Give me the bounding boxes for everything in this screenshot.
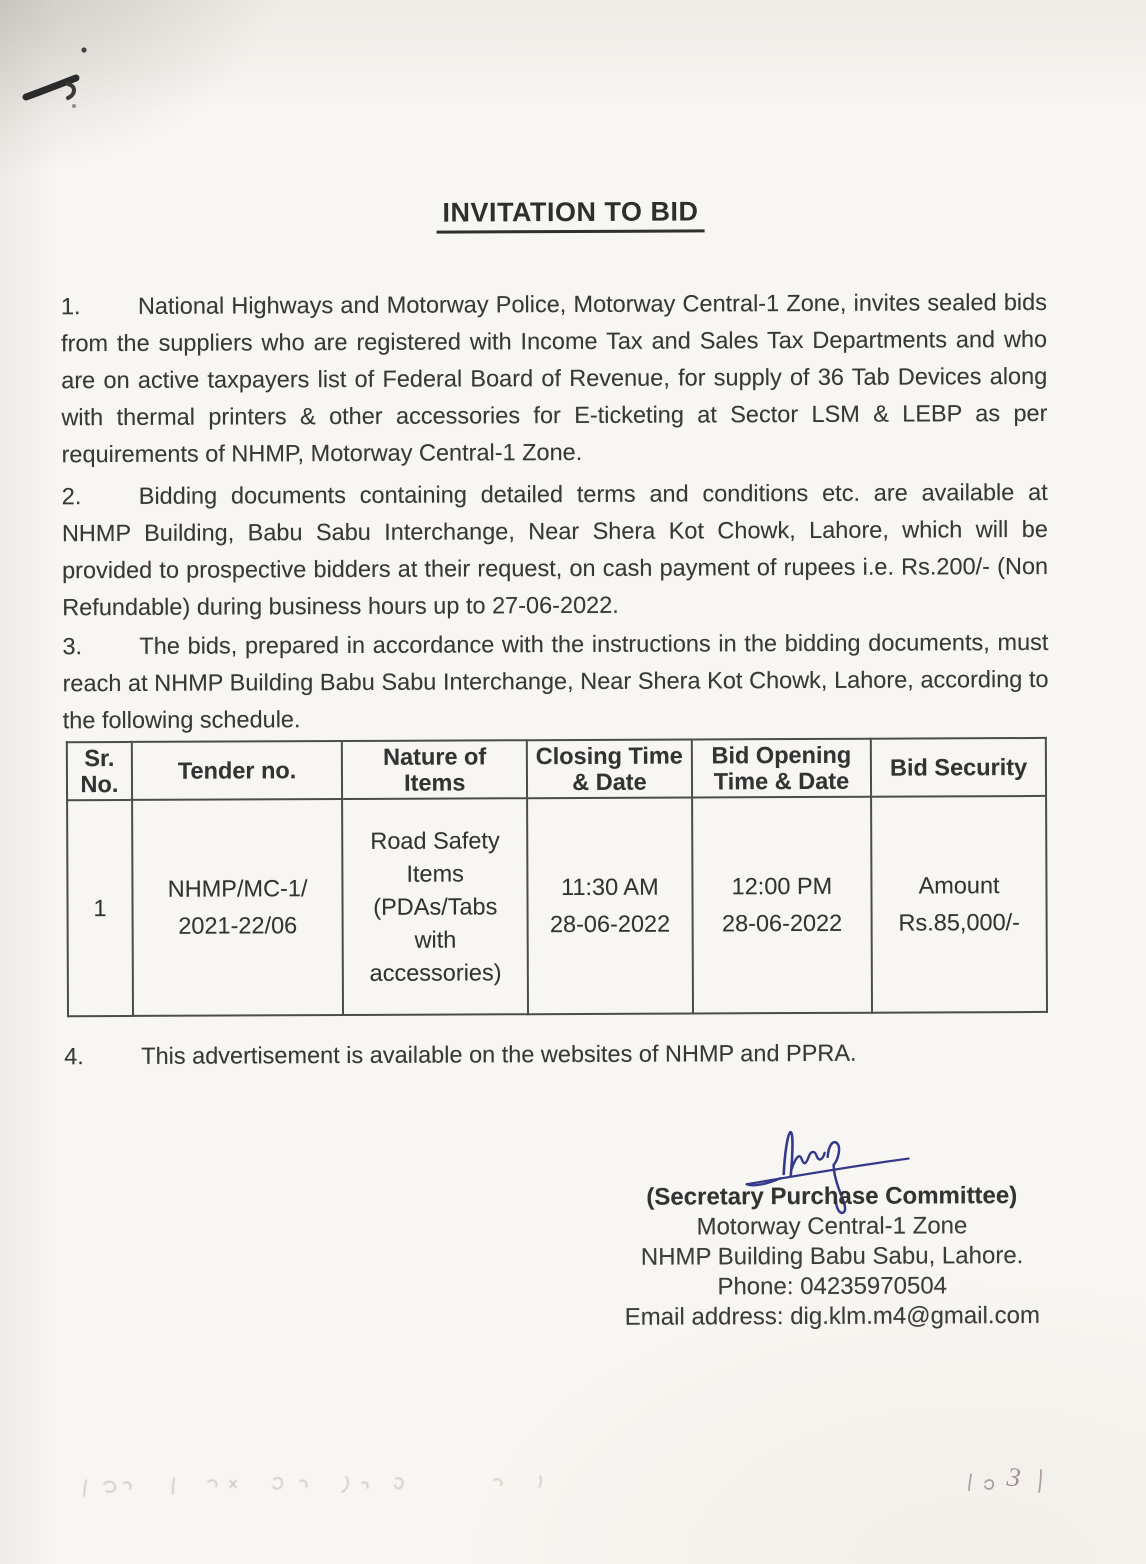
signatory-title: (Secretary Purchase Committee) bbox=[646, 1182, 1018, 1211]
cell-sr-no: 1 bbox=[67, 800, 133, 1016]
paragraph-3 bbox=[62, 624, 1048, 739]
paragraph-1-text: National Highways and Motorway Police, Motorway Central-1 Zone, invites sealed bids from the suppliers who are registered with Income Tax and Sales Tax Departments and who are on active taxpayers list of Federal Board of Revenue, for supply of 36 Tab Devices along with thermal printers & other accessories for E-ticketing at Sector LSM & LEBP as per requirements of NHMP, Motorway Central-1 Zone. bbox=[61, 288, 1048, 468]
bleedthrough-marks bbox=[78, 1468, 558, 1512]
paragraph-2-number: 2. bbox=[61, 483, 82, 510]
header-bid-security: Bid Security bbox=[871, 738, 1046, 797]
header-closing-time-date: Closing Time & Date bbox=[527, 739, 692, 798]
bid-schedule-table bbox=[66, 737, 1048, 1017]
paragraph-4-number: 4. bbox=[64, 1043, 84, 1070]
paragraph-1-number: 1. bbox=[60, 293, 81, 320]
paragraph-1 bbox=[61, 284, 1048, 473]
signatory-phone: Phone: 04235970504 bbox=[717, 1272, 948, 1301]
cell-tender-no: NHMP/MC-1/ 2021-22/06 bbox=[132, 799, 343, 1016]
paragraph-4 bbox=[64, 1034, 1050, 1075]
page-title bbox=[0, 195, 1144, 231]
paragraph-2-text: Bidding documents containing detailed terms and conditions etc. are available at NHMP Building, Babu Sabu Interchange, Near Shera Kot Chowk, Lahore, which will be provided to prospective bidders at their request, on cash payment of rupees i.e. Rs.200/- (Non Refundable) during business hours up to 27-06-2022. bbox=[61, 478, 1049, 621]
signature-block bbox=[604, 1181, 1061, 1333]
header-nature-of-items: Nature of Items bbox=[342, 740, 527, 799]
cell-closing-time-date: 11:30 AM 28-06-2022 bbox=[527, 797, 693, 1014]
cell-bid-opening-time-date: 12:00 PM 28-06-2022 bbox=[692, 797, 872, 1014]
paragraph-3-text: The bids, prepared in accordance with the instructions in the bidding documents, must reach at NHMP Building Babu Sabu Interchange, Near Shera Kot Chowk, Lahore, according to the following schedule. bbox=[62, 628, 1049, 734]
header-sr-no: Sr. No. bbox=[67, 742, 132, 800]
header-bid-opening-time-date: Bid Opening Time & Date bbox=[692, 739, 872, 798]
paragraph-2 bbox=[62, 474, 1049, 626]
paragraph-3-number: 3. bbox=[62, 633, 83, 660]
table-header-row bbox=[67, 738, 1046, 800]
bleedthrough-page-mark bbox=[965, 1456, 1095, 1509]
faint-page-number: 3 bbox=[1005, 1461, 1023, 1493]
cell-nature-of-items: Road Safety Items (PDAs/Tabs with accessories) bbox=[342, 798, 528, 1015]
signatory-email: Email address: dig.klm.m4@gmail.com bbox=[624, 1301, 1040, 1331]
cell-bid-security: Amount Rs.85,000/- bbox=[871, 796, 1047, 1013]
bleedthrough-squiggles bbox=[965, 1456, 1095, 1509]
table-row bbox=[67, 796, 1047, 1016]
signatory-zone: Motorway Central-1 Zone bbox=[696, 1212, 968, 1241]
page-title-text: INVITATION TO BID bbox=[436, 196, 704, 233]
signatory-address: NHMP Building Babu Sabu, Lahore. bbox=[640, 1242, 1024, 1271]
paragraph-4-text: This advertisement is available on the websites of NHMP and PPRA. bbox=[141, 1039, 857, 1069]
header-tender-no: Tender no. bbox=[132, 741, 343, 800]
